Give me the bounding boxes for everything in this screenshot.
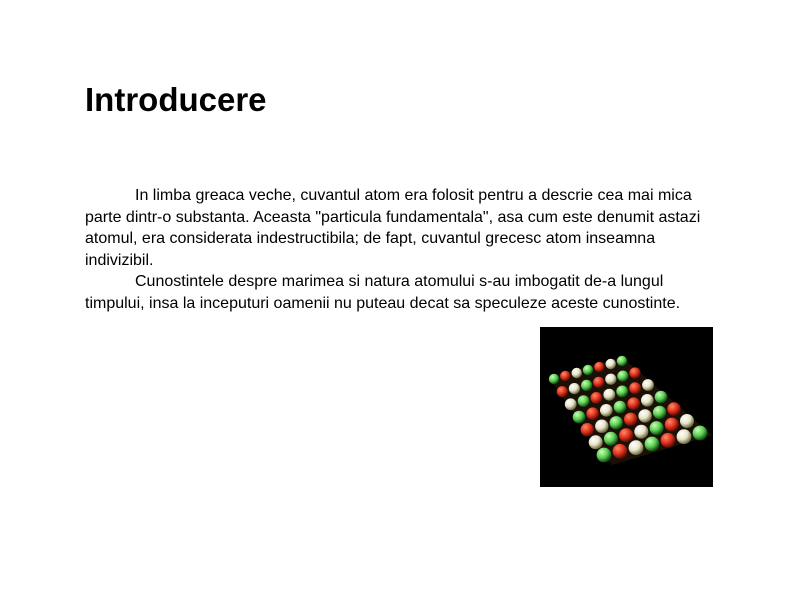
lattice-atom [641,394,654,407]
lattice-atom [680,414,694,428]
lattice-atom [613,444,628,459]
lattice-atom [595,420,608,433]
lattice-atom [645,437,660,452]
lattice-atom [606,359,616,369]
lattice-atom [549,374,559,384]
lattice-atom [616,386,628,398]
lattice-atom [573,411,586,424]
lattice-atom [617,371,628,382]
slide-title: Introducere [85,81,267,118]
lattice-atom [610,416,623,429]
lattice-atom [614,401,627,414]
lattice-atom [693,426,708,441]
lattice-atom [557,386,568,397]
lattice-atom [594,362,604,372]
lattice-atom [661,433,676,448]
lattice-atom [629,440,644,455]
lattice-atom [627,397,640,410]
atom-lattice-image [540,327,713,487]
lattice-atom [583,365,593,375]
lattice-atom [665,418,679,432]
lattice-atom [604,432,618,446]
paragraph-1: In limba greaca veche, cuvantul atom era folosit pentru a descrie cea mai mica parte dintr-o substanta. Aceasta "particula fundamentala", asa cum este denumit astazi atomul, era considerata indestructibila; de fapt, cuvantul grecesc atom inseamna indivizibil. [85,187,701,269]
lattice-atom [565,398,577,410]
atom-lattice-graphic [540,327,713,487]
lattice-atom [569,383,580,394]
lattice-atom [629,367,640,378]
lattice-atom [638,409,651,422]
slide-body [85,185,725,314]
paragraph-2: Cunostintele despre marimea si natura atomului s-au imbogatit de-a lungul timpului, insa la inceputuri oamenii nu puteau decat sa speculeze aceste cunostinte. [85,273,681,312]
lattice-atom [667,402,680,415]
lattice-atom [629,382,641,394]
lattice-atom [603,389,615,401]
lattice-atom [617,356,627,366]
lattice-atom [619,428,633,442]
lattice-atom [572,368,582,378]
lattice-atom [581,423,594,436]
lattice-atom [578,395,590,407]
lattice-atom [597,448,612,463]
lattice-atom [593,377,604,388]
lattice-atom [591,392,603,404]
lattice-atom [642,379,654,391]
lattice-atom [655,391,668,404]
lattice-atom [624,413,637,426]
lattice-atom [605,374,616,385]
lattice-atom [589,435,603,449]
lattice-atom [560,371,570,381]
lattice-atom [586,407,599,420]
lattice-atom [677,429,692,444]
lattice-atom [653,406,666,419]
lattice-atom [650,421,664,435]
lattice-atom [600,404,613,417]
lattice-atom [581,380,592,391]
lattice-atom [634,425,648,439]
